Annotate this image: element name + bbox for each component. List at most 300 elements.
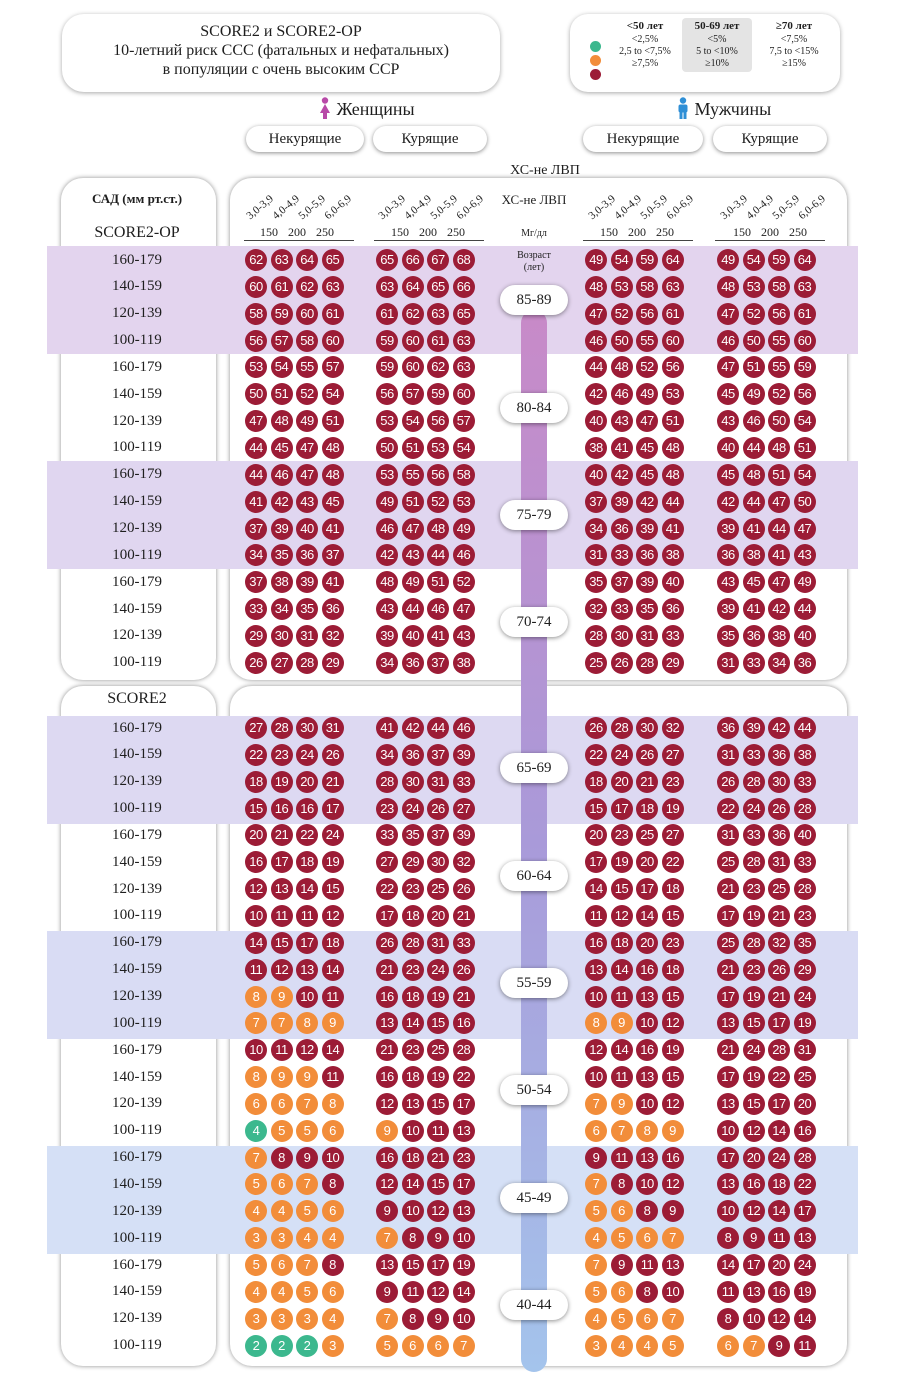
risk-cell: 39 <box>717 518 739 540</box>
risk-cell: 13 <box>636 1147 658 1169</box>
risk-cell: 44 <box>794 717 816 739</box>
risk-cell: 39 <box>453 824 475 846</box>
risk-cell: 43 <box>717 571 739 593</box>
risk-cell: 6 <box>271 1173 293 1195</box>
risk-cell: 63 <box>427 303 449 325</box>
risk-cell: 35 <box>296 598 318 620</box>
risk-cell: 24 <box>611 744 633 766</box>
score2op-label: SCORE2-OP <box>94 224 180 241</box>
sbp-label: 160-179 <box>112 719 162 736</box>
risk-cell: 20 <box>585 824 607 846</box>
women-nonsmokers-pill: Некурящие <box>246 126 364 152</box>
risk-cell: 30 <box>636 717 658 739</box>
men-label: Мужчины <box>694 99 772 119</box>
risk-cell: 23 <box>662 932 684 954</box>
risk-cell: 61 <box>376 303 398 325</box>
risk-cell: 62 <box>296 276 318 298</box>
risk-cell: 10 <box>636 1173 658 1195</box>
sbp-label: 120-139 <box>112 773 162 790</box>
risk-cell: 54 <box>453 437 475 459</box>
risk-cell: 21 <box>322 771 344 793</box>
sbp-label: 140-159 <box>112 1068 162 1085</box>
risk-cell: 4 <box>585 1308 607 1330</box>
risk-cell: 24 <box>296 744 318 766</box>
risk-cell: 14 <box>322 959 344 981</box>
risk-cell: 34 <box>245 544 267 566</box>
risk-cell: 9 <box>427 1227 449 1249</box>
risk-cell: 51 <box>794 437 816 459</box>
risk-cell: 6 <box>636 1227 658 1249</box>
age-group-label: 45-49 <box>500 1183 568 1213</box>
risk-cell: 13 <box>453 1200 475 1222</box>
risk-cell: 11 <box>611 1066 633 1088</box>
risk-cell: 50 <box>245 383 267 405</box>
risk-cell: 46 <box>743 410 765 432</box>
risk-cell: 45 <box>322 491 344 513</box>
risk-cell: 6 <box>245 1093 267 1115</box>
risk-cell: 51 <box>427 571 449 593</box>
risk-cell: 7 <box>296 1093 318 1115</box>
risk-cell: 25 <box>427 1039 449 1061</box>
chol-tick: 4,0-4,9 <box>270 192 302 222</box>
sbp-label: 100-119 <box>112 1014 162 1031</box>
risk-cell: 60 <box>794 330 816 352</box>
risk-cell: 23 <box>402 1039 424 1061</box>
risk-cell: 24 <box>402 798 424 820</box>
risk-cell: 11 <box>245 959 267 981</box>
risk-cell: 16 <box>376 1147 398 1169</box>
risk-cell: 17 <box>453 1173 475 1195</box>
risk-cell: 63 <box>453 356 475 378</box>
risk-cell: 9 <box>376 1281 398 1303</box>
risk-cell: 48 <box>427 518 449 540</box>
risk-cell: 39 <box>717 598 739 620</box>
risk-cell: 31 <box>794 1039 816 1061</box>
risk-cell: 19 <box>794 1012 816 1034</box>
risk-cell: 16 <box>271 798 293 820</box>
risk-cell: 9 <box>296 1066 318 1088</box>
sbp-label: 140-159 <box>112 278 162 295</box>
risk-cell: 40 <box>585 410 607 432</box>
legend-range: ≥15% <box>782 58 806 69</box>
risk-cell: 26 <box>453 878 475 900</box>
risk-cell: 52 <box>427 491 449 513</box>
risk-cell: 42 <box>636 491 658 513</box>
risk-cell: 16 <box>636 1039 658 1061</box>
risk-cell: 32 <box>662 717 684 739</box>
risk-cell: 52 <box>296 383 318 405</box>
risk-cell: 63 <box>794 276 816 298</box>
risk-cell: 26 <box>636 744 658 766</box>
risk-cell: 14 <box>322 1039 344 1061</box>
risk-cell: 18 <box>662 959 684 981</box>
risk-cell: 16 <box>376 986 398 1008</box>
sbp-header: САД (мм рт.ст.) <box>91 191 183 206</box>
risk-cell: 5 <box>376 1335 398 1357</box>
risk-cell: 12 <box>662 1173 684 1195</box>
risk-cell: 12 <box>296 1039 318 1061</box>
risk-cell: 49 <box>636 383 658 405</box>
sbp-label: 100-119 <box>112 439 162 456</box>
risk-cell: 54 <box>611 249 633 271</box>
risk-cell: 4 <box>271 1281 293 1303</box>
risk-cell: 12 <box>271 959 293 981</box>
risk-cell: 7 <box>585 1173 607 1195</box>
risk-cell: 11 <box>427 1120 449 1142</box>
risk-cell: 42 <box>376 544 398 566</box>
risk-cell: 7 <box>585 1254 607 1276</box>
risk-cell: 53 <box>376 464 398 486</box>
risk-cell: 31 <box>768 851 790 873</box>
mg-tick: 200 <box>761 225 779 239</box>
risk-cell: 18 <box>402 986 424 1008</box>
mg-axis-line <box>583 240 693 241</box>
risk-cell: 42 <box>271 491 293 513</box>
risk-cell: 21 <box>427 1147 449 1169</box>
risk-cell: 28 <box>296 652 318 674</box>
risk-cell: 26 <box>427 798 449 820</box>
sbp-label: 100-119 <box>112 1122 162 1139</box>
risk-cell: 13 <box>717 1093 739 1115</box>
risk-cell: 55 <box>402 464 424 486</box>
risk-cell: 33 <box>794 771 816 793</box>
risk-cell: 26 <box>376 932 398 954</box>
women-smokers-pill: Курящие <box>373 126 487 152</box>
risk-cell: 45 <box>636 464 658 486</box>
risk-cell: 13 <box>453 1120 475 1142</box>
risk-cell: 17 <box>717 905 739 927</box>
risk-cell: 4 <box>585 1227 607 1249</box>
risk-cell: 28 <box>611 717 633 739</box>
risk-cell: 7 <box>662 1308 684 1330</box>
risk-cell: 41 <box>743 518 765 540</box>
risk-cell: 47 <box>296 464 318 486</box>
risk-cell: 11 <box>636 1254 658 1276</box>
mg-tick: 150 <box>600 225 618 239</box>
risk-cell: 18 <box>402 1066 424 1088</box>
risk-cell: 7 <box>585 1093 607 1115</box>
risk-cell: 36 <box>768 824 790 846</box>
risk-cell: 6 <box>322 1200 344 1222</box>
risk-cell: 44 <box>662 491 684 513</box>
risk-cell: 31 <box>427 771 449 793</box>
score2-label: SCORE2 <box>107 690 167 707</box>
risk-cell: 31 <box>636 625 658 647</box>
risk-cell: 44 <box>245 464 267 486</box>
risk-cell: 28 <box>402 932 424 954</box>
chart-title-line2: 10-летний риск ССС (фатальных и нефатальных) <box>113 42 449 59</box>
risk-cell: 10 <box>245 905 267 927</box>
risk-cell: 8 <box>245 1066 267 1088</box>
risk-cell: 49 <box>743 383 765 405</box>
risk-cell: 10 <box>585 986 607 1008</box>
age-group-label: 70-74 <box>500 607 568 637</box>
risk-cell: 33 <box>662 625 684 647</box>
risk-cell: 5 <box>611 1308 633 1330</box>
risk-cell: 7 <box>245 1012 267 1034</box>
risk-cell: 52 <box>743 303 765 325</box>
mg-axis-line <box>374 240 484 241</box>
risk-cell: 6 <box>271 1093 293 1115</box>
risk-cell: 17 <box>743 1254 765 1276</box>
risk-cell: 49 <box>794 571 816 593</box>
risk-cell: 21 <box>376 1039 398 1061</box>
risk-cell: 15 <box>611 878 633 900</box>
risk-cell: 33 <box>611 544 633 566</box>
risk-cell: 5 <box>585 1281 607 1303</box>
risk-cell: 6 <box>611 1200 633 1222</box>
risk-cell: 57 <box>271 330 293 352</box>
risk-cell: 8 <box>611 1173 633 1195</box>
risk-cell: 13 <box>296 959 318 981</box>
risk-cell: 29 <box>245 625 267 647</box>
risk-cell: 17 <box>322 798 344 820</box>
risk-cell: 61 <box>427 330 449 352</box>
risk-cell: 39 <box>453 744 475 766</box>
risk-cell: 4 <box>271 1200 293 1222</box>
risk-cell: 11 <box>322 986 344 1008</box>
legend-range: <7,5% <box>780 34 808 45</box>
sbp-label: 160-179 <box>112 934 162 951</box>
risk-cell: 19 <box>743 1066 765 1088</box>
risk-cell: 9 <box>296 1147 318 1169</box>
risk-cell: 16 <box>768 1281 790 1303</box>
risk-cell: 12 <box>662 1012 684 1034</box>
risk-cell: 44 <box>427 717 449 739</box>
sbp-label: 140-159 <box>112 493 162 510</box>
risk-cell: 21 <box>768 986 790 1008</box>
risk-cell: 41 <box>662 518 684 540</box>
risk-cell: 21 <box>717 878 739 900</box>
men-nonsmokers-pill: Некурящие <box>583 126 703 152</box>
risk-cell: 33 <box>376 824 398 846</box>
men-smokers-pill: Курящие <box>713 126 827 152</box>
risk-cell: 6 <box>322 1120 344 1142</box>
risk-cell: 23 <box>271 744 293 766</box>
chol-tick: 5,0-5,9 <box>428 192 460 222</box>
risk-cell: 27 <box>453 798 475 820</box>
risk-cell: 13 <box>376 1254 398 1276</box>
mg-tick: 150 <box>391 225 409 239</box>
risk-cell: 39 <box>743 717 765 739</box>
risk-cell: 6 <box>427 1335 449 1357</box>
risk-cell: 53 <box>427 437 449 459</box>
risk-cell: 22 <box>794 1173 816 1195</box>
risk-cell: 7 <box>376 1227 398 1249</box>
risk-cell: 56 <box>245 330 267 352</box>
risk-cell: 13 <box>636 986 658 1008</box>
risk-cell: 9 <box>585 1147 607 1169</box>
sbp-label: 100-119 <box>112 546 162 563</box>
risk-cell: 5 <box>662 1335 684 1357</box>
risk-cell: 12 <box>245 878 267 900</box>
risk-cell: 36 <box>296 544 318 566</box>
risk-cell: 55 <box>296 356 318 378</box>
risk-cell: 20 <box>743 1147 765 1169</box>
risk-cell: 13 <box>794 1227 816 1249</box>
risk-cell: 30 <box>768 771 790 793</box>
legend-dot-moderate <box>590 55 601 66</box>
risk-cell: 18 <box>322 932 344 954</box>
risk-cell: 57 <box>402 383 424 405</box>
risk-cell: 28 <box>794 1147 816 1169</box>
risk-cell: 5 <box>271 1120 293 1142</box>
risk-cell: 28 <box>743 851 765 873</box>
risk-cell: 40 <box>794 625 816 647</box>
chart-title-line3: в популяции с очень высоким ССР <box>162 61 400 78</box>
risk-cell: 32 <box>768 932 790 954</box>
chart-title-box <box>62 14 500 92</box>
legend-range: ≥7,5% <box>631 58 659 69</box>
risk-cell: 5 <box>245 1254 267 1276</box>
risk-cell: 5 <box>296 1281 318 1303</box>
risk-cell: 38 <box>453 652 475 674</box>
age-group-label: 80-84 <box>500 393 568 423</box>
risk-cell: 58 <box>245 303 267 325</box>
risk-cell: 49 <box>376 491 398 513</box>
risk-cell: 51 <box>402 491 424 513</box>
risk-cell: 13 <box>717 1012 739 1034</box>
risk-cell: 26 <box>768 798 790 820</box>
mg-tick: 250 <box>316 225 334 239</box>
risk-cell: 39 <box>636 571 658 593</box>
risk-cell: 34 <box>376 652 398 674</box>
risk-cell: 56 <box>427 464 449 486</box>
risk-cell: 22 <box>768 1066 790 1088</box>
risk-cell: 60 <box>662 330 684 352</box>
risk-cell: 60 <box>245 276 267 298</box>
risk-cell: 58 <box>768 276 790 298</box>
risk-cell: 14 <box>402 1173 424 1195</box>
chol-tick: 3,0-3,9 <box>376 192 408 222</box>
risk-cell: 3 <box>245 1227 267 1249</box>
risk-cell: 54 <box>271 356 293 378</box>
risk-cell: 36 <box>717 544 739 566</box>
sbp-label: 140-159 <box>112 385 162 402</box>
risk-cell: 42 <box>585 383 607 405</box>
risk-cell: 6 <box>322 1281 344 1303</box>
risk-cell: 51 <box>768 464 790 486</box>
risk-cell: 13 <box>662 1254 684 1276</box>
risk-cell: 47 <box>453 598 475 620</box>
risk-cell: 8 <box>245 986 267 1008</box>
risk-cell: 63 <box>271 249 293 271</box>
risk-cell: 6 <box>402 1335 424 1357</box>
risk-cell: 10 <box>662 1281 684 1303</box>
risk-cell: 5 <box>585 1200 607 1222</box>
risk-cell: 5 <box>245 1173 267 1195</box>
risk-cell: 10 <box>717 1120 739 1142</box>
risk-cell: 12 <box>743 1200 765 1222</box>
risk-cell: 10 <box>453 1308 475 1330</box>
sbp-label: 120-139 <box>112 1310 162 1327</box>
risk-cell: 48 <box>662 437 684 459</box>
risk-cell: 11 <box>296 905 318 927</box>
risk-cell: 36 <box>768 744 790 766</box>
risk-cell: 53 <box>611 276 633 298</box>
risk-cell: 58 <box>453 464 475 486</box>
risk-cell: 47 <box>768 571 790 593</box>
risk-cell: 32 <box>453 851 475 873</box>
risk-cell: 21 <box>717 959 739 981</box>
risk-cell: 8 <box>271 1147 293 1169</box>
risk-cell: 16 <box>376 1066 398 1088</box>
risk-cell: 60 <box>296 303 318 325</box>
risk-cell: 19 <box>322 851 344 873</box>
sbp-label: 160-179 <box>112 358 162 375</box>
risk-cell: 38 <box>271 571 293 593</box>
risk-cell: 37 <box>585 491 607 513</box>
risk-cell: 25 <box>794 1066 816 1088</box>
risk-cell: 47 <box>717 303 739 325</box>
risk-cell: 9 <box>376 1200 398 1222</box>
risk-cell: 58 <box>636 276 658 298</box>
sbp-label: 140-159 <box>112 961 162 978</box>
mg-tick: 150 <box>733 225 751 239</box>
risk-cell: 28 <box>636 652 658 674</box>
risk-cell: 37 <box>245 518 267 540</box>
risk-cell: 9 <box>743 1227 765 1249</box>
risk-cell: 18 <box>245 771 267 793</box>
risk-cell: 17 <box>296 932 318 954</box>
risk-cell: 9 <box>271 986 293 1008</box>
risk-cell: 23 <box>402 959 424 981</box>
risk-cell: 14 <box>768 1200 790 1222</box>
risk-cell: 66 <box>402 249 424 271</box>
risk-cell: 21 <box>717 1039 739 1061</box>
risk-cell: 45 <box>271 437 293 459</box>
age-group-label: 75-79 <box>500 500 568 530</box>
risk-cell: 5 <box>611 1227 633 1249</box>
risk-cell: 11 <box>322 1066 344 1088</box>
risk-cell: 37 <box>322 544 344 566</box>
non-hdl-mid-label: ХС-не ЛВП <box>501 192 567 207</box>
mg-tick: 200 <box>419 225 437 239</box>
risk-cell: 22 <box>376 878 398 900</box>
risk-cell: 33 <box>245 598 267 620</box>
risk-cell: 4 <box>322 1227 344 1249</box>
risk-cell: 47 <box>768 491 790 513</box>
risk-cell: 48 <box>743 464 765 486</box>
risk-cell: 49 <box>402 571 424 593</box>
risk-cell: 61 <box>794 303 816 325</box>
legend-range: <2,5% <box>631 34 659 45</box>
risk-cell: 68 <box>453 249 475 271</box>
risk-cell: 36 <box>611 518 633 540</box>
risk-cell: 48 <box>768 437 790 459</box>
risk-cell: 34 <box>271 598 293 620</box>
risk-cell: 17 <box>271 851 293 873</box>
risk-cell: 35 <box>717 625 739 647</box>
risk-cell: 8 <box>322 1173 344 1195</box>
risk-cell: 4 <box>322 1308 344 1330</box>
risk-cell: 26 <box>768 959 790 981</box>
risk-cell: 8 <box>322 1254 344 1276</box>
risk-cell: 21 <box>636 771 658 793</box>
risk-cell: 44 <box>245 437 267 459</box>
risk-cell: 7 <box>662 1227 684 1249</box>
legend-col-50-69 <box>682 18 752 72</box>
risk-cell: 42 <box>768 598 790 620</box>
risk-cell: 31 <box>322 717 344 739</box>
chol-tick: 3,0-3,9 <box>718 192 750 222</box>
risk-cell: 30 <box>611 625 633 647</box>
risk-cell: 19 <box>662 798 684 820</box>
risk-cell: 11 <box>402 1281 424 1303</box>
risk-cell: 40 <box>794 824 816 846</box>
risk-cell: 10 <box>453 1227 475 1249</box>
risk-cell: 4 <box>245 1120 267 1142</box>
